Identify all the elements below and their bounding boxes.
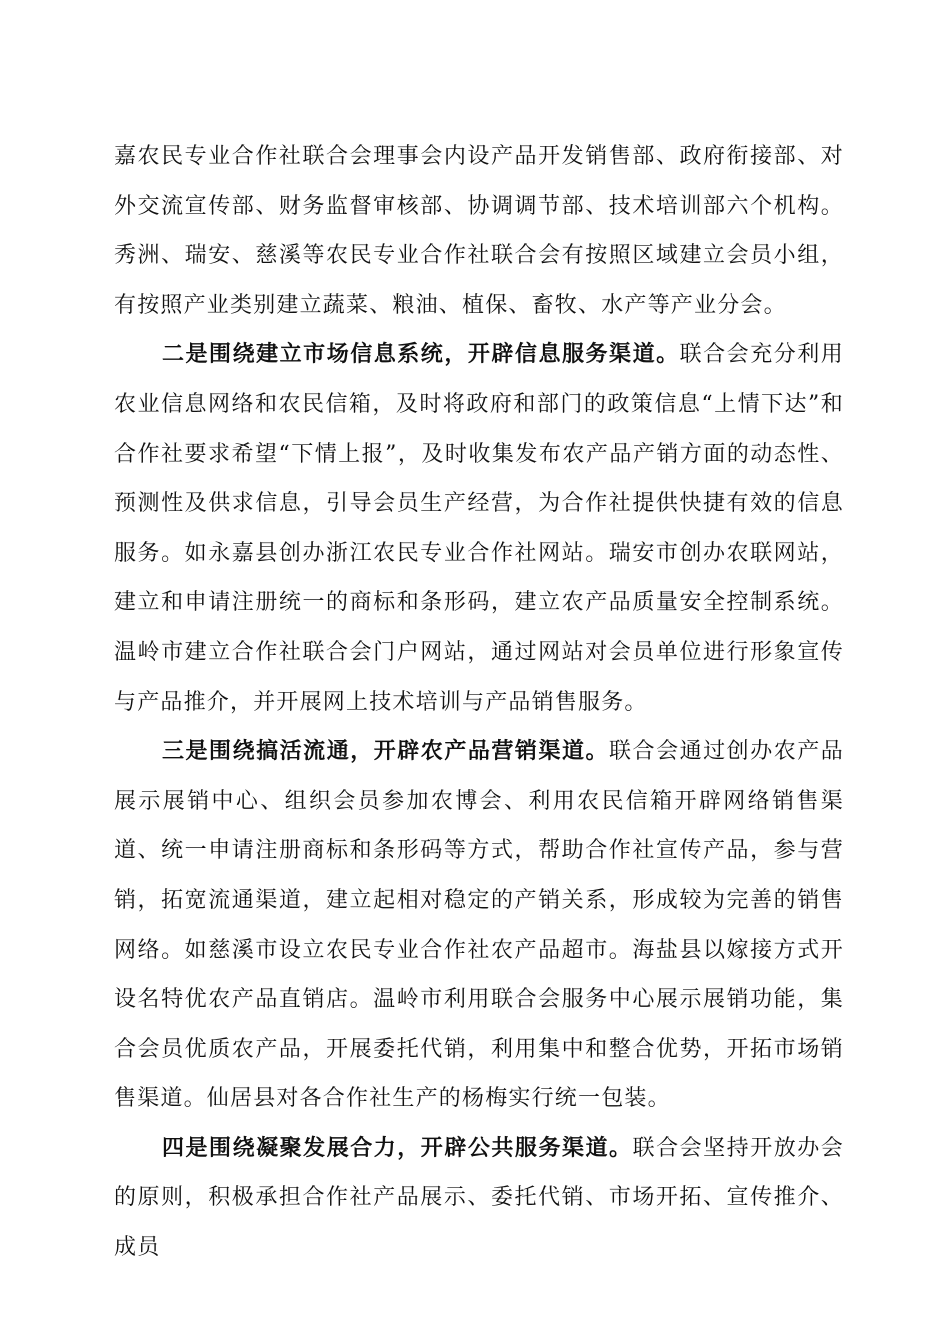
paragraph-1-text: 嘉农民专业合作社联合会理事会内设产品开发销售部、政府衔接部、对外交流宣传部、财务监督审核部、协调调节部、技术培训部六个机构。秀洲、瑞安、慈溪等农民专业合作社联合会有按照区域建立会员小组，有按照产业类别建立蔬菜、粮油、植保、畜牧、水产等产业分会。 bbox=[114, 144, 844, 318]
paragraph-2-lead: 二是围绕建立市场信息系统，开辟信息服务渠道。 bbox=[162, 341, 680, 368]
paragraph-2-text: 联合会充分利用农业信息网络和农民信箱，及时将政府和部门的政策信息“上情下达”和合作社要求希望“下情上报”，及时收集发布农产品产销方面的动态性、预测性及供求信息，引导会员生产经营，为合作社提供快捷有效的信息服务。如永嘉县创办浙江农民专业合作社网站。瑞安市创办农联网站，建立和申请注册统一的商标和条形码，建立农产品质量安全控制系统。温岭市建立合作社联合会门户网站，通过网站对会员单位进行形象宣传与产品推介，并开展网上技术培训与产品销售服务。 bbox=[114, 342, 844, 715]
paragraph-2 bbox=[114, 330, 844, 727]
paragraph-4-text: 联合会坚持开放办会的原则，积极承担合作社产品展示、委托代销、市场开拓、宣传推介、成员 bbox=[114, 1135, 844, 1261]
paragraph-3-text: 联合会通过创办农产品展示展销中心、组织会员参加农博会、利用农民信箱开辟网络销售渠道、统一申请注册商标和条形码等方式，帮助合作社宣传产品，参与营销，拓宽流通渠道，建立起相对稳定的产销关系，形成较为完善的销售网络。如慈溪市设立农民专业合作社农产品超市。海盐县以嫁接方式开设名特优农产品直销店。温岭市利用联合会服务中心展示展销功能，集合会员优质农产品，开展委托代销，利用集中和整合优势，开拓市场销售渠道。仙居县对各合作社生产的杨梅实行统一包装。 bbox=[114, 739, 844, 1112]
paragraph-4 bbox=[114, 1124, 844, 1273]
paragraph-1 bbox=[114, 132, 844, 330]
document-body bbox=[114, 132, 844, 1273]
paragraph-3-lead: 三是围绕搞活流通，开辟农产品营销渠道。 bbox=[162, 738, 610, 765]
paragraph-3 bbox=[114, 727, 844, 1124]
paragraph-4-lead: 四是围绕凝聚发展合力，开辟公共服务渠道。 bbox=[162, 1134, 633, 1161]
